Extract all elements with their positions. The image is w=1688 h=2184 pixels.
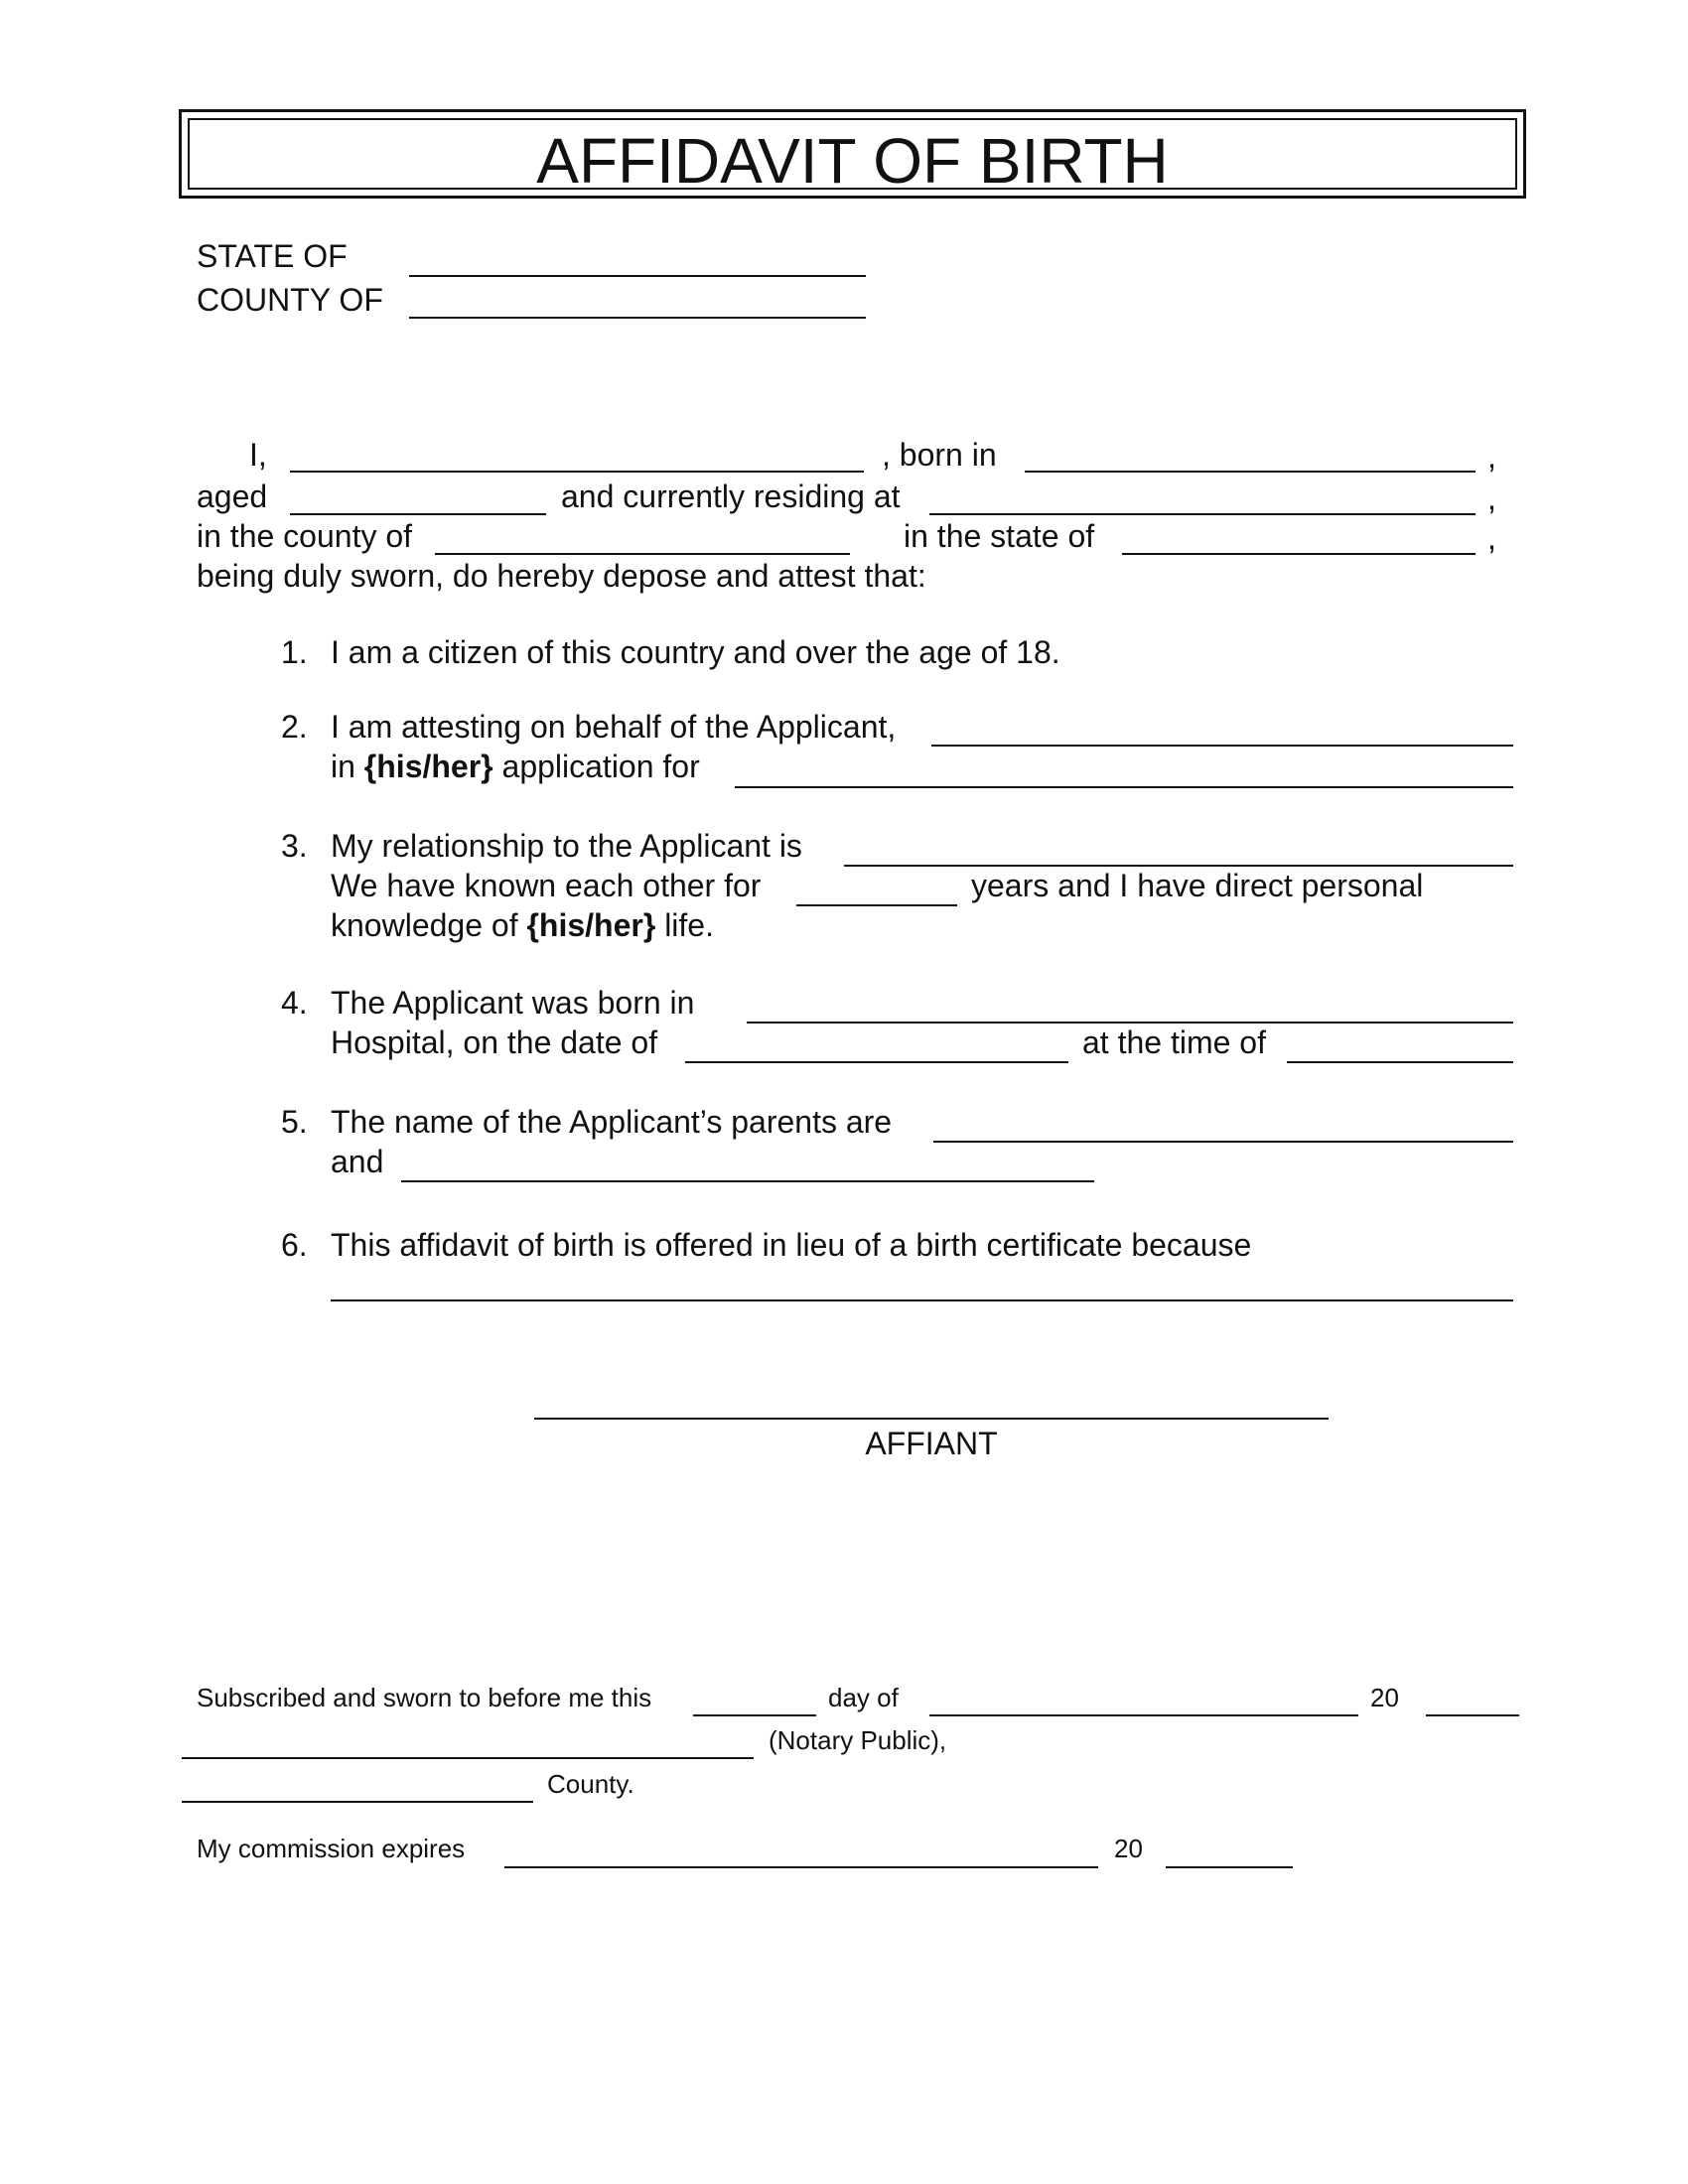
notary-year-field[interactable] xyxy=(1426,1714,1519,1716)
reason-field[interactable] xyxy=(331,1299,1513,1301)
item-2-text: I am attesting on behalf of the Applicant, xyxy=(331,709,897,745)
intro-aged: aged xyxy=(197,478,268,514)
birthplace-field[interactable] xyxy=(1025,471,1476,473)
notary-name-field[interactable] xyxy=(182,1757,754,1759)
comma-2: , xyxy=(1487,480,1496,516)
county-field[interactable] xyxy=(409,317,866,319)
notary-county-label: County. xyxy=(547,1769,634,1799)
residence-county-field[interactable] xyxy=(435,553,850,555)
item-4-number: 4. xyxy=(281,985,308,1021)
years-known-field[interactable] xyxy=(796,904,957,906)
intro-born-in: , born in xyxy=(882,437,997,473)
item-6-text: This affidavit of birth is offered in lieu of a birth certificate because xyxy=(331,1227,1252,1263)
item-3-known-for: We have known each other for xyxy=(331,868,762,903)
parent-2-field[interactable] xyxy=(401,1180,1094,1182)
item-4-time-text: at the time of xyxy=(1082,1024,1266,1060)
item-3-knowledge-of: knowledge of xyxy=(331,907,518,943)
intro-county-of: in the county of xyxy=(197,518,413,554)
item-4-date-text: Hospital, on the date of xyxy=(331,1024,658,1060)
pronoun-2: {his/her} xyxy=(526,907,656,943)
document-title: AFFIDAVIT OF BIRTH xyxy=(536,125,1169,197)
notary-subscribed: Subscribed and sworn to before me this xyxy=(197,1683,652,1712)
notary-county-field[interactable] xyxy=(182,1801,533,1803)
residence-field[interactable] xyxy=(929,513,1476,515)
notary-day-of: day of xyxy=(828,1683,899,1712)
notary-day-field[interactable] xyxy=(693,1714,816,1716)
item-5-text: The name of the Applicant’s parents are xyxy=(331,1104,893,1140)
item-1-text: I am a citizen of this country and over the age of 18. xyxy=(331,634,1060,670)
item-4-text: The Applicant was born in xyxy=(331,985,695,1021)
commission-date-field[interactable] xyxy=(504,1866,1098,1868)
affiant-label: AFFIANT xyxy=(865,1426,998,1461)
affiant-signature-line[interactable] xyxy=(534,1418,1329,1420)
intro-state-of: in the state of xyxy=(904,518,1095,554)
comma-3: , xyxy=(1487,520,1496,556)
item-3-number: 3. xyxy=(281,828,308,864)
parent-1-field[interactable] xyxy=(933,1141,1513,1143)
item-3-knowledge-line xyxy=(331,905,714,945)
applicant-name-field[interactable] xyxy=(931,745,1513,747)
item-6-number: 6. xyxy=(281,1227,308,1263)
comma-1: , xyxy=(1487,439,1496,475)
item-2-in: in xyxy=(331,749,355,784)
state-label: STATE OF xyxy=(197,238,348,274)
item-2-application-line xyxy=(331,747,700,786)
residence-state-field[interactable] xyxy=(1122,553,1476,555)
intro-sworn: being duly sworn, do hereby depose and attest that: xyxy=(197,558,926,594)
notary-month-field[interactable] xyxy=(929,1714,1358,1716)
item-5-and: and xyxy=(331,1144,384,1179)
title-box-inner xyxy=(188,118,1517,197)
item-3-life: life. xyxy=(664,907,714,943)
item-2-number: 2. xyxy=(281,709,308,745)
item-5-number: 5. xyxy=(281,1104,308,1140)
item-1-number: 1. xyxy=(281,634,308,670)
state-field[interactable] xyxy=(409,275,866,277)
item-3-years-text: years and I have direct personal xyxy=(971,868,1424,903)
commission-year-prefix: 20 xyxy=(1114,1834,1143,1863)
county-label: COUNTY OF xyxy=(197,282,383,318)
birth-date-field[interactable] xyxy=(685,1061,1068,1063)
notary-year-prefix: 20 xyxy=(1370,1683,1399,1712)
item-3-text: My relationship to the Applicant is xyxy=(331,828,802,864)
title-box xyxy=(179,109,1526,199)
intro-residing: and currently residing at xyxy=(561,478,901,514)
age-field[interactable] xyxy=(290,513,546,515)
commission-year-field[interactable] xyxy=(1166,1866,1293,1868)
birth-time-field[interactable] xyxy=(1287,1061,1513,1063)
application-type-field[interactable] xyxy=(735,786,1513,788)
intro-i: I, xyxy=(249,437,267,473)
item-2-application-for: application for xyxy=(501,749,700,784)
commission-label: My commission expires xyxy=(197,1834,466,1863)
pronoun-1: {his/her} xyxy=(363,749,493,784)
notary-public-label: (Notary Public), xyxy=(769,1725,947,1755)
affiant-name-field[interactable] xyxy=(290,471,864,473)
